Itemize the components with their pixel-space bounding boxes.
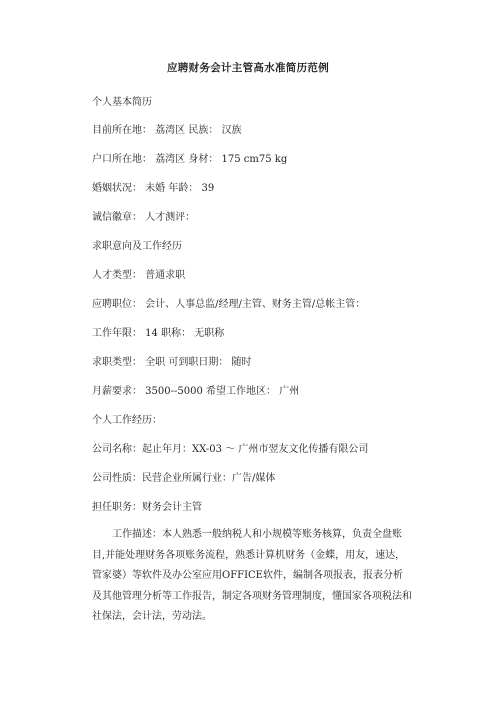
text-line-salary: 月薪要求： 3500--5000 希望工作地区： 广州	[92, 386, 300, 397]
text-line-talent-type: 人才类型： 普通求职	[92, 270, 186, 281]
text-line-job-type: 求职类型： 全职 可到职日期： 随时	[92, 357, 252, 368]
text-line-hukou: 户口所在地： 荔湾区 身材： 175 cm75 kg	[92, 154, 288, 165]
text-line-company-type: 公司性质：民营企业所属行业：广告/媒体	[92, 473, 276, 484]
text-line-location: 目前所在地： 荔湾区 民族： 汉族	[92, 125, 242, 136]
text-line-badge: 诚信徽章： 人才测评：	[92, 212, 196, 223]
section-heading-intent: 求职意向及工作经历	[92, 241, 182, 252]
section-heading-experience: 个人工作经历：	[92, 415, 162, 426]
job-description-paragraph: 工作描述：本人熟悉一般纳税人和小规模等账务核算，负责全盘账目,并能处理财务各项账务流程，熟悉计算机财务（金蝶，用友，速达，管家婆）等软件及办公室应用OFFICE软件，编制各项报表，报表分析及其他管理分析等工作报告，制定各项财务管理制度，懂国家各项税法和社保法，会计法，劳动法。	[92, 529, 412, 622]
text-line-company: 公司名称：起止年月：XX-03 ～ 广州市翌友文化传播有限公司	[92, 444, 369, 455]
text-line-years: 工作年限： 14 职称： 无职称	[92, 328, 225, 339]
text-line-role: 担任职务：财务会计主管	[92, 502, 202, 513]
document-title: 应聘财务会计主管高水准简历范例	[167, 62, 329, 74]
text-line-position: 应聘职位： 会计、人事总监/经理/主管、财务主管/总帐主管：	[92, 299, 366, 310]
text-line-marital: 婚姻状况： 未婚 年龄： 39	[92, 183, 215, 194]
section-heading-basic: 个人基本简历	[92, 97, 152, 108]
